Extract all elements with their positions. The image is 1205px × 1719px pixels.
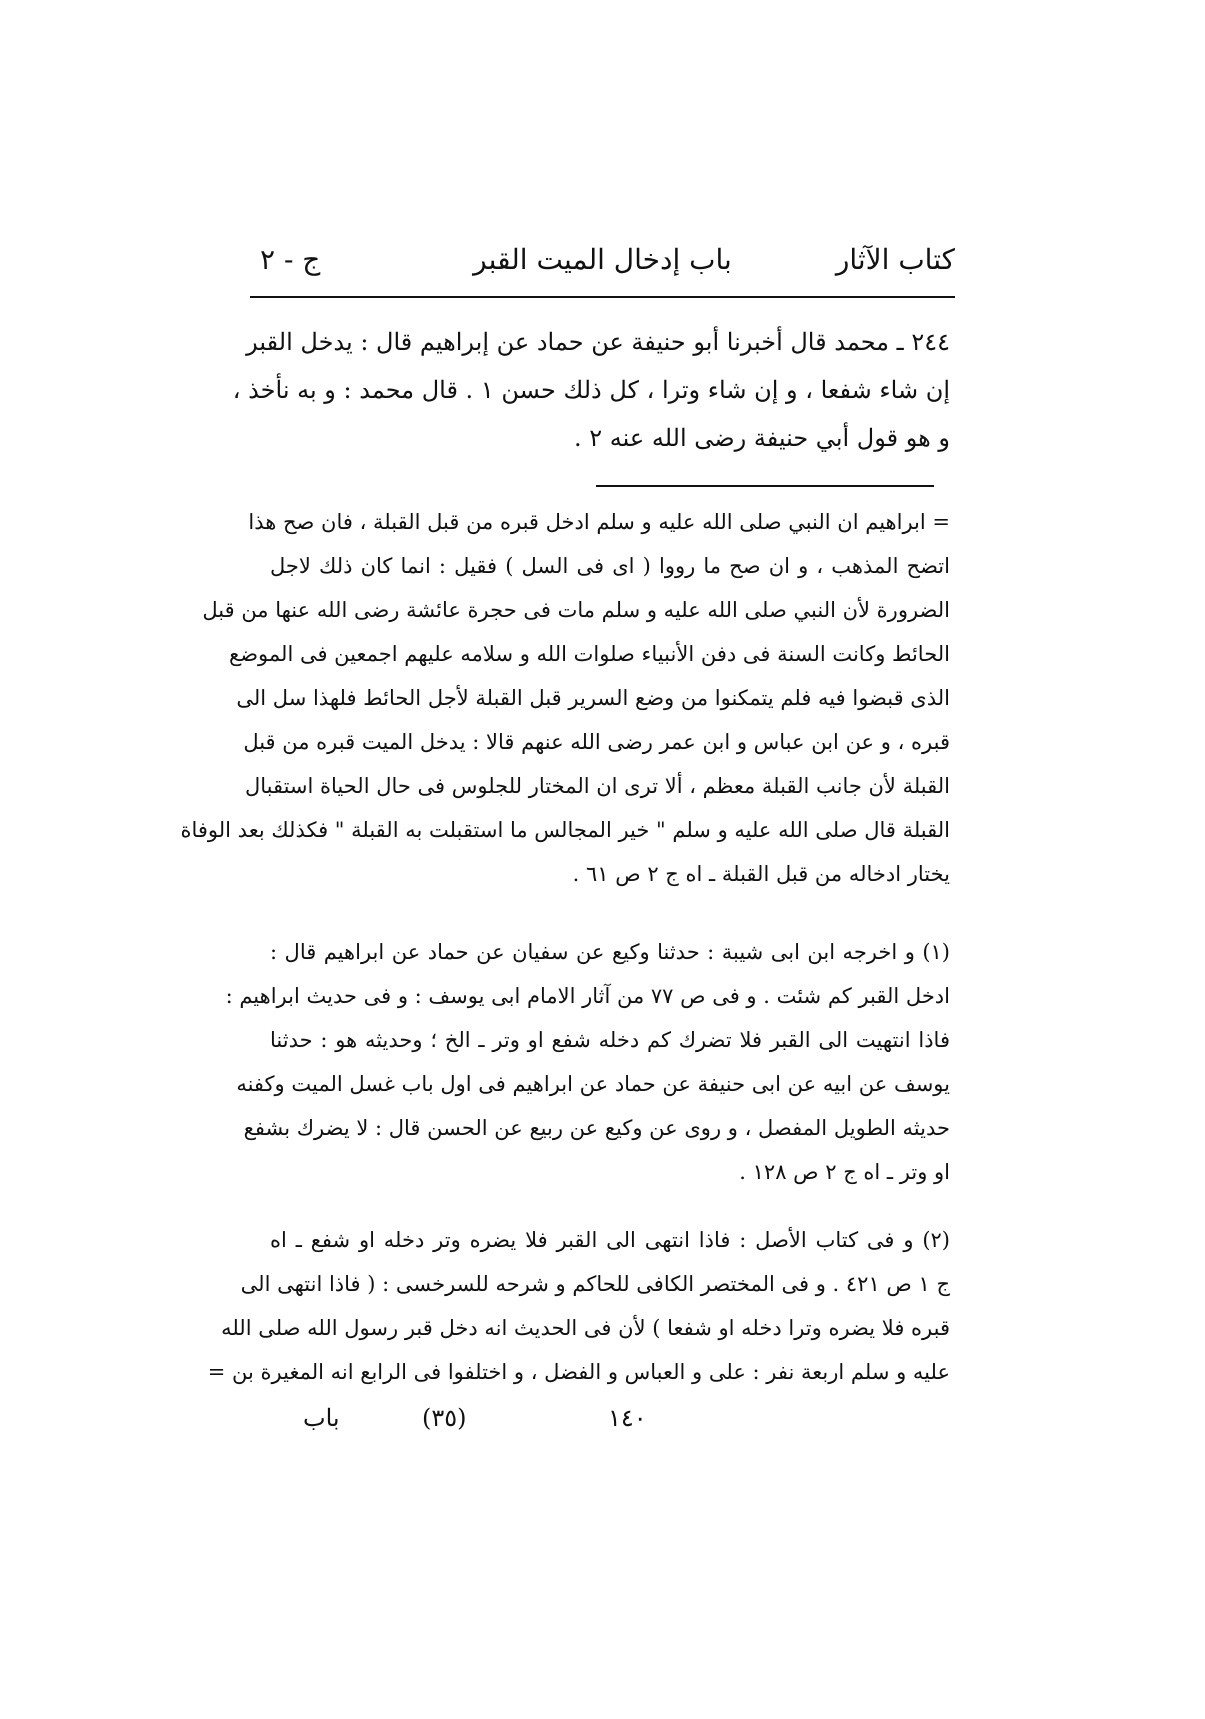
main-text-line: و هو قول أبي حنيفة رضى الله عنه ٢ .	[573, 424, 950, 452]
catchword: باب	[303, 1404, 340, 1432]
footnote-line: القبلة قال صلى الله عليه و سلم " خير المجالس ما استقبلت به القبلة " فكذلك بعد الوفاة	[180, 818, 950, 842]
running-head	[250, 240, 955, 290]
footnote-line: ادخل القبر كم شئت . و فى ص ٧٧ من آثار الامام ابى يوسف : و فى حديث ابراهيم :	[225, 984, 950, 1008]
footnote-divider	[596, 485, 934, 487]
footnote-line: قبره فلا يضره وترا دخله او شفعا ) لأن فى الحديث انه دخل قبر رسول الله صلى الله	[221, 1316, 950, 1340]
footnote-2	[207, 1218, 950, 1394]
footnote-line: القبلة لأن جانب القبلة معظم ، ألا ترى ان المختار للجلوس فى حال الحياة استقبال	[244, 774, 950, 798]
footnote-line: عليه و سلم اربعة نفر : على و العباس و الفضل ، و اختلفوا فى الرابع انه المغيرة بن =	[207, 1360, 950, 1384]
header-divider	[250, 296, 955, 298]
chapter-title: باب إدخال الميت القبر	[473, 243, 732, 276]
footnote-line: يختار ادخاله من قبل القبلة ـ اه ج ٢ ص ٦١ .	[572, 862, 950, 886]
footnote-line: حديثه الطويل المفصل ، و روى عن وكيع عن ربيع عن الحسن قال : لا يضرك بشفع	[243, 1116, 950, 1140]
footnote-line: الحائط وكانت السنة فى دفن الأنبياء صلوات الله و سلامه عليهم اجمعين فى الموضع	[229, 642, 950, 666]
footnote-line: او وتر ـ اه ج ٢ ص ١٢٨ .	[739, 1160, 950, 1184]
signature-mark: (٣٥)	[422, 1404, 467, 1432]
footnote-continuation	[180, 500, 950, 896]
footnote-line: = ابراهيم ان النبي صلى الله عليه و سلم ادخل قبره من قبل القبلة ، فان صح هذا	[248, 510, 950, 534]
footnote-line: الذى قبضوا فيه فلم يتمكنوا من وضع السرير قبل القبلة لأجل الحائط فلهذا سل الى	[236, 686, 950, 710]
footnote-line: (١) و اخرجه ابن ابى شيبة : حدثنا وكيع عن سفيان عن حماد عن ابراهيم قال :	[270, 940, 950, 964]
footnote-1	[225, 930, 950, 1194]
footnote-line: قبره ، و عن ابن عباس و ابن عمر رضى الله عنهم قالا : يدخل الميت قبره من قبل	[243, 730, 950, 754]
volume-label: ج - ٢	[260, 243, 321, 276]
footnote-line: الضرورة لأن النبي صلى الله عليه و سلم مات فى حجرة عائشة رضى الله عنها من قبل	[202, 598, 950, 622]
main-text-line: إن شاء شفعا ، و إن شاء وترا ، كل ذلك حسن ١ . قال محمد : و به نأخذ ،	[232, 376, 950, 404]
footnote-line: يوسف عن ابيه عن ابى حنيفة عن حماد عن ابراهيم فى اول باب غسل الميت وكفنه	[236, 1072, 950, 1096]
footnote-line: ج ١ ص ٤٢١ . و فى المختصر الكافى للحاكم و شرحه للسرخسى : ( فاذا انتهى الى	[240, 1272, 950, 1296]
book-title: كتاب الآثار	[835, 243, 955, 276]
footnote-line: (٢) و فى كتاب الأصل : فاذا انتهى الى القبر فلا يضره وتر دخله او شفع ـ اه	[270, 1228, 950, 1252]
footnote-line: فاذا انتهيت الى القبر فلا تضرك كم دخله شفع او وتر ـ الخ ؛ وحديثه هو : حدثنا	[270, 1028, 950, 1052]
page-number: ١٤٠	[608, 1404, 647, 1432]
main-text-line: ٢٤٤ ـ محمد قال أخبرنا أبو حنيفة عن حماد عن إبراهيم قال : يدخل القبر	[246, 328, 950, 356]
main-text	[232, 318, 950, 462]
footnote-line: اتضح المذهب ، و ان صح ما رووا ( اى فى السل ) فقيل : انما كان ذلك لاجل	[270, 554, 950, 578]
